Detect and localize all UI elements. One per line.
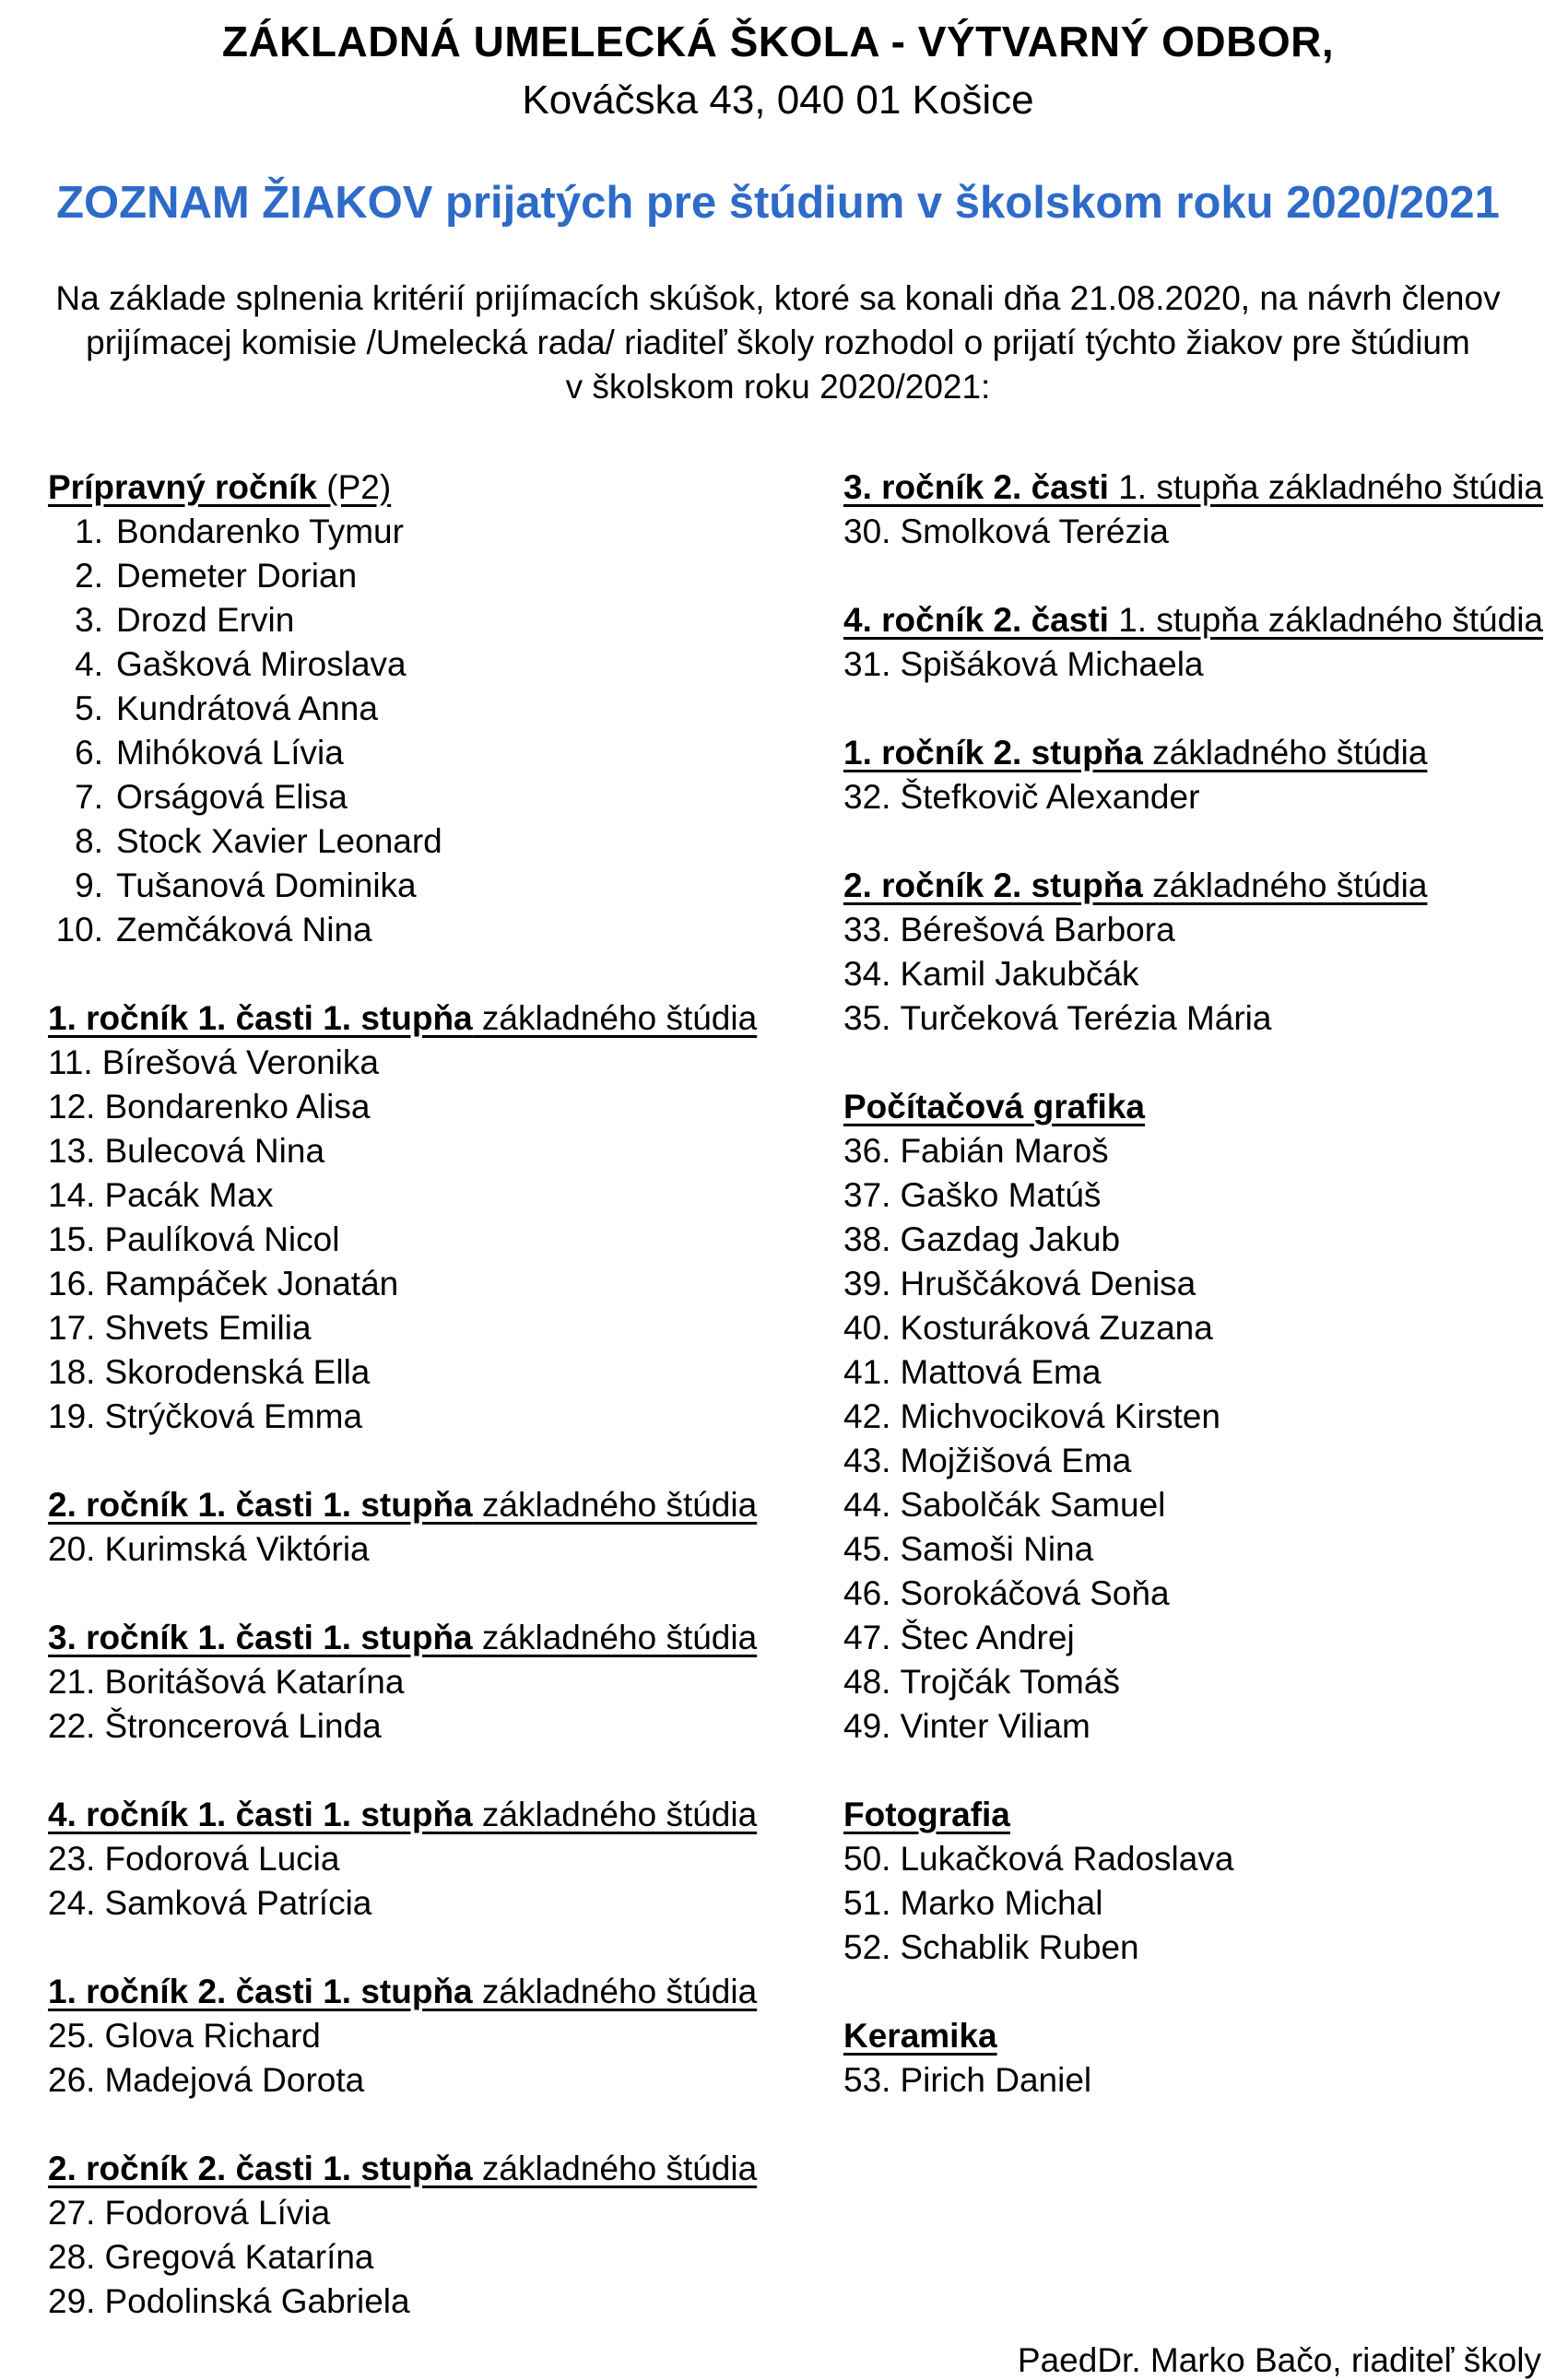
- student-number: 12.: [48, 1088, 96, 1125]
- student-number: 29.: [48, 2282, 96, 2320]
- student-name: Strýčková Emma: [104, 1397, 363, 1435]
- student-number: 43.: [843, 1442, 891, 1479]
- student-number: 14.: [48, 1176, 96, 1214]
- student-number: 36.: [843, 1132, 891, 1170]
- student-row: [48, 510, 804, 554]
- section-heading-bold: Fotografia: [843, 1796, 1010, 1833]
- student-row: [843, 1306, 1544, 1350]
- student-number: 19.: [48, 1397, 96, 1435]
- student-number: 46.: [843, 1574, 891, 1612]
- student-row: [48, 1129, 804, 1173]
- student-number: 7.: [75, 778, 103, 816]
- student-row: [843, 1704, 1544, 1749]
- student-name: Rampáček Jonatán: [104, 1265, 399, 1302]
- student-row: [48, 864, 804, 908]
- student-row: [48, 731, 804, 775]
- student-name: Bírešová Veronika: [101, 1043, 379, 1081]
- student-row: [48, 1881, 804, 1926]
- student-number: 39.: [843, 1265, 891, 1302]
- section-heading-bold: 1. ročník 2. stupňa: [843, 734, 1143, 772]
- section-heading-bold: Keramika: [843, 2017, 997, 2055]
- student-row: [843, 1173, 1544, 1218]
- student-number: 53.: [843, 2061, 891, 2099]
- student-number: 49.: [843, 1707, 891, 1745]
- student-row: [843, 1483, 1544, 1527]
- section-heading-normal: (P2): [317, 468, 392, 506]
- section-spacer: [843, 819, 1544, 864]
- student-name: Fodorová Lívia: [104, 2194, 331, 2232]
- student-number: 45.: [843, 1530, 891, 1568]
- student-row: [843, 1218, 1544, 1262]
- student-name: Lukačková Radoslava: [900, 1840, 1234, 1878]
- section-heading: [48, 465, 804, 510]
- student-row: [48, 1837, 804, 1881]
- student-row: [48, 2235, 804, 2280]
- student-row: [48, 908, 804, 952]
- section-heading-bold: 4. ročník 2. časti: [843, 601, 1109, 639]
- student-number: 32.: [843, 778, 891, 816]
- student-name: Štefkovič Alexander: [900, 778, 1200, 816]
- student-name: Glova Richard: [104, 2017, 321, 2055]
- student-row: [48, 554, 804, 598]
- student-number: 48.: [843, 1663, 891, 1701]
- signature: PaedDr. Marko Bačo, riaditeľ školy: [1017, 2341, 1541, 2379]
- section-heading-normal: základného štúdia: [472, 999, 758, 1037]
- student-name: Kosturáková Zuzana: [900, 1309, 1213, 1347]
- section-heading-normal: základného štúdia: [472, 1796, 758, 1833]
- student-name: Mojžišová Ema: [900, 1442, 1132, 1479]
- student-number: 34.: [843, 955, 891, 993]
- student-row: [48, 1704, 804, 1749]
- student-number: 41.: [843, 1353, 891, 1391]
- section-heading-bold: 4. ročník 1. časti 1. stupňa: [48, 1796, 473, 1833]
- section-heading-bold: 1. ročník 2. časti 1. stupňa: [48, 1973, 473, 2010]
- section-spacer: [48, 1439, 804, 1483]
- student-row: [843, 1262, 1544, 1306]
- section-heading-bold: 3. ročník 2. časti: [843, 468, 1109, 506]
- section-heading-normal: základného štúdia: [472, 1973, 758, 2010]
- section-heading-normal: základného štúdia: [1142, 734, 1428, 772]
- student-number: 28.: [48, 2238, 96, 2276]
- student-name: Hruščáková Denisa: [900, 1265, 1196, 1302]
- student-row: [48, 2191, 804, 2235]
- section-heading-bold: 2. ročník 2. časti 1. stupňa: [48, 2150, 473, 2187]
- student-name: Gašková Miroslava: [116, 645, 407, 683]
- student-number: 13.: [48, 1132, 96, 1170]
- student-row: [48, 1173, 804, 1218]
- student-row: [48, 1395, 804, 1439]
- section-heading-normal: 1. stupňa základného štúdia: [1108, 601, 1544, 639]
- student-number: 30.: [843, 513, 891, 550]
- student-name: Paulíková Nicol: [104, 1220, 340, 1258]
- student-number: 10.: [55, 911, 103, 948]
- student-row: [843, 1527, 1544, 1572]
- right-column: [843, 465, 1544, 2103]
- student-name: Gregová Katarína: [104, 2238, 374, 2276]
- student-number: 3.: [75, 601, 103, 639]
- section-heading-normal: základného štúdia: [472, 2150, 758, 2187]
- student-number: 22.: [48, 1707, 96, 1745]
- student-name: Pirich Daniel: [900, 2061, 1092, 2099]
- intro-line: prijímacej komisie /Umelecká rada/ riaditeľ školy rozhodol o prijatí týchto žiakov pre štúdium: [86, 324, 1470, 361]
- section-heading-bold: 1. ročník 1. časti 1. stupňa: [48, 999, 473, 1037]
- student-name: Kamil Jakubčák: [900, 955, 1139, 993]
- student-row: [48, 1262, 804, 1306]
- section-heading: [48, 996, 804, 1041]
- student-row: [843, 952, 1544, 996]
- section-heading-bold: 2. ročník 1. časti 1. stupňa: [48, 1486, 473, 1524]
- student-row: [843, 996, 1544, 1041]
- section-spacer: [48, 2103, 804, 2147]
- student-name: Smolková Terézia: [900, 513, 1169, 550]
- student-row: [48, 1306, 804, 1350]
- student-name: Sabolčák Samuel: [900, 1486, 1166, 1524]
- student-number: 9.: [75, 866, 103, 904]
- student-name: Skorodenská Ella: [104, 1353, 371, 1391]
- student-number: 35.: [843, 999, 891, 1037]
- student-row: [843, 1881, 1544, 1926]
- student-name: Turčeková Terézia Mária: [900, 999, 1272, 1037]
- student-number: 11.: [48, 1043, 93, 1081]
- student-name: Madejová Dorota: [104, 2061, 365, 2099]
- student-name: Marko Michal: [900, 1884, 1103, 1922]
- student-name: Orságová Elisa: [116, 778, 348, 816]
- section-spacer: [843, 1970, 1544, 2014]
- student-row: [843, 642, 1544, 687]
- student-row: [843, 1616, 1544, 1660]
- school-address: Kováčska 43, 040 01 Košice: [522, 77, 1034, 123]
- section-spacer: [843, 554, 1544, 598]
- intro-line: v školskom roku 2020/2021:: [565, 368, 991, 406]
- student-name: Vinter Viliam: [900, 1707, 1090, 1745]
- student-number: 38.: [843, 1220, 891, 1258]
- student-row: [48, 2280, 804, 2324]
- section-spacer: [48, 952, 804, 996]
- student-number: 20.: [48, 1530, 96, 1568]
- student-row: [48, 1660, 804, 1704]
- student-number: 16.: [48, 1265, 96, 1302]
- section-heading-normal: 1. stupňa základného štúdia: [1108, 468, 1544, 506]
- student-name: Kurimská Viktória: [104, 1530, 370, 1568]
- student-name: Tušanová Dominika: [116, 866, 417, 904]
- student-number: 42.: [843, 1397, 891, 1435]
- student-row: [843, 510, 1544, 554]
- student-row: [843, 1837, 1544, 1881]
- section-heading-normal: základného štúdia: [472, 1486, 758, 1524]
- list-title: ZOZNAM ŽIAKOV prijatých pre štúdium v školskom roku 2020/2021: [56, 178, 1500, 228]
- student-number: 26.: [48, 2061, 96, 2099]
- student-number: 8.: [75, 822, 103, 860]
- student-row: [843, 1926, 1544, 1970]
- student-number: 24.: [48, 1884, 96, 1922]
- student-row: [48, 1218, 804, 1262]
- student-row: [843, 1395, 1544, 1439]
- student-row: [48, 1527, 804, 1572]
- student-row: [48, 687, 804, 731]
- left-column: [48, 465, 804, 2324]
- student-number: 6.: [75, 734, 103, 772]
- student-name: Fabián Maroš: [900, 1132, 1109, 1170]
- student-row: [843, 2058, 1544, 2103]
- intro-paragraph: [55, 277, 1501, 409]
- section-heading: [843, 2014, 1544, 2058]
- student-name: Štroncerová Linda: [104, 1707, 382, 1745]
- student-name: Bondarenko Alisa: [104, 1088, 371, 1125]
- section-heading-bold: Prípravný ročník: [48, 468, 318, 506]
- section-spacer: [48, 1749, 804, 1793]
- student-number: 21.: [48, 1663, 96, 1701]
- student-number: 37.: [843, 1176, 891, 1214]
- student-name: Kundrátová Anna: [116, 689, 378, 727]
- student-name: Drozd Ervin: [116, 601, 295, 639]
- student-name: Bondarenko Tymur: [116, 513, 404, 550]
- student-number: 5.: [75, 689, 103, 727]
- student-name: Spišáková Michaela: [900, 645, 1204, 683]
- student-number: 17.: [48, 1309, 96, 1347]
- section-heading: [843, 598, 1544, 642]
- section-heading-bold: 2. ročník 2. stupňa: [843, 866, 1143, 904]
- student-number: 31.: [843, 645, 891, 683]
- student-name: Demeter Dorian: [116, 557, 358, 595]
- student-row: [843, 908, 1544, 952]
- student-name: Fodorová Lucia: [104, 1840, 340, 1878]
- section-heading-normal: základného štúdia: [472, 1619, 758, 1656]
- student-number: 2.: [75, 557, 103, 595]
- student-number: 25.: [48, 2017, 96, 2055]
- student-name: Gaško Matúš: [900, 1176, 1102, 1214]
- student-number: 52.: [843, 1928, 891, 1966]
- section-heading: [48, 1616, 804, 1660]
- student-number: 51.: [843, 1884, 891, 1922]
- section-heading: [843, 864, 1544, 908]
- section-heading: [48, 1793, 804, 1837]
- student-name: Gazdag Jakub: [900, 1220, 1121, 1258]
- student-number: 47.: [843, 1619, 891, 1656]
- student-name: Stock Xavier Leonard: [116, 822, 442, 860]
- student-row: [48, 2014, 804, 2058]
- student-name: Pacák Max: [104, 1176, 274, 1214]
- student-row: [48, 598, 804, 642]
- section-heading: [843, 731, 1544, 775]
- student-number: 27.: [48, 2194, 96, 2232]
- student-name: Shvets Emilia: [104, 1309, 312, 1347]
- student-row: [48, 1350, 804, 1395]
- student-name: Podolinská Gabriela: [104, 2282, 410, 2320]
- student-row: [48, 1041, 804, 1085]
- student-row: [843, 1350, 1544, 1395]
- section-heading: [843, 1793, 1544, 1837]
- student-name: Samoši Nina: [900, 1530, 1094, 1568]
- student-name: Samková Patrícia: [104, 1884, 372, 1922]
- student-number: 1.: [75, 513, 103, 550]
- student-number: 40.: [843, 1309, 891, 1347]
- student-name: Boritášová Katarína: [104, 1663, 405, 1701]
- student-row: [843, 1572, 1544, 1616]
- student-name: Trojčák Tomáš: [900, 1663, 1120, 1701]
- student-row: [843, 1129, 1544, 1173]
- intro-line: Na základe splnenia kritérií prijímacích skúšok, ktoré sa konali dňa 21.08.2020, na návrh členov: [55, 279, 1501, 317]
- student-name: Bérešová Barbora: [900, 911, 1175, 948]
- section-heading: [48, 2147, 804, 2191]
- section-heading: [843, 1085, 1544, 1129]
- section-heading-bold: 3. ročník 1. časti 1. stupňa: [48, 1619, 473, 1656]
- section-spacer: [843, 1041, 1544, 1085]
- student-row: [48, 642, 804, 687]
- student-name: Mattová Ema: [900, 1353, 1102, 1391]
- section-spacer: [48, 1572, 804, 1616]
- student-number: 4.: [75, 645, 103, 683]
- student-name: Zemčáková Nina: [116, 911, 372, 948]
- student-row: [843, 1660, 1544, 1704]
- student-number: 44.: [843, 1486, 891, 1524]
- student-name: Sorokáčová Soňa: [900, 1574, 1170, 1612]
- section-heading-normal: základného štúdia: [1142, 866, 1428, 904]
- section-heading: [48, 1483, 804, 1527]
- section-spacer: [48, 1926, 804, 1970]
- student-row: [48, 2058, 804, 2103]
- student-row: [843, 1439, 1544, 1483]
- student-row: [843, 775, 1544, 819]
- student-name: Štec Andrej: [900, 1619, 1075, 1656]
- student-number: 18.: [48, 1353, 96, 1391]
- school-name: ZÁKLADNÁ UMELECKÁ ŠKOLA - VÝTVARNÝ ODBOR,: [221, 18, 1335, 65]
- student-name: Michvociková Kirsten: [900, 1397, 1220, 1435]
- section-heading: [843, 465, 1544, 510]
- student-number: 50.: [843, 1840, 891, 1878]
- student-name: Schablik Ruben: [900, 1928, 1139, 1966]
- student-row: [48, 1085, 804, 1129]
- section-spacer: [843, 687, 1544, 731]
- student-number: 33.: [843, 911, 891, 948]
- section-heading-bold: Počítačová grafika: [843, 1088, 1145, 1125]
- student-row: [48, 775, 804, 819]
- section-spacer: [843, 1749, 1544, 1793]
- student-number: 15.: [48, 1220, 96, 1258]
- student-row: [48, 819, 804, 864]
- student-number: 23.: [48, 1840, 96, 1878]
- student-name: Bulecová Nina: [104, 1132, 325, 1170]
- student-name: Mihóková Lívia: [116, 734, 344, 772]
- section-heading: [48, 1970, 804, 2014]
